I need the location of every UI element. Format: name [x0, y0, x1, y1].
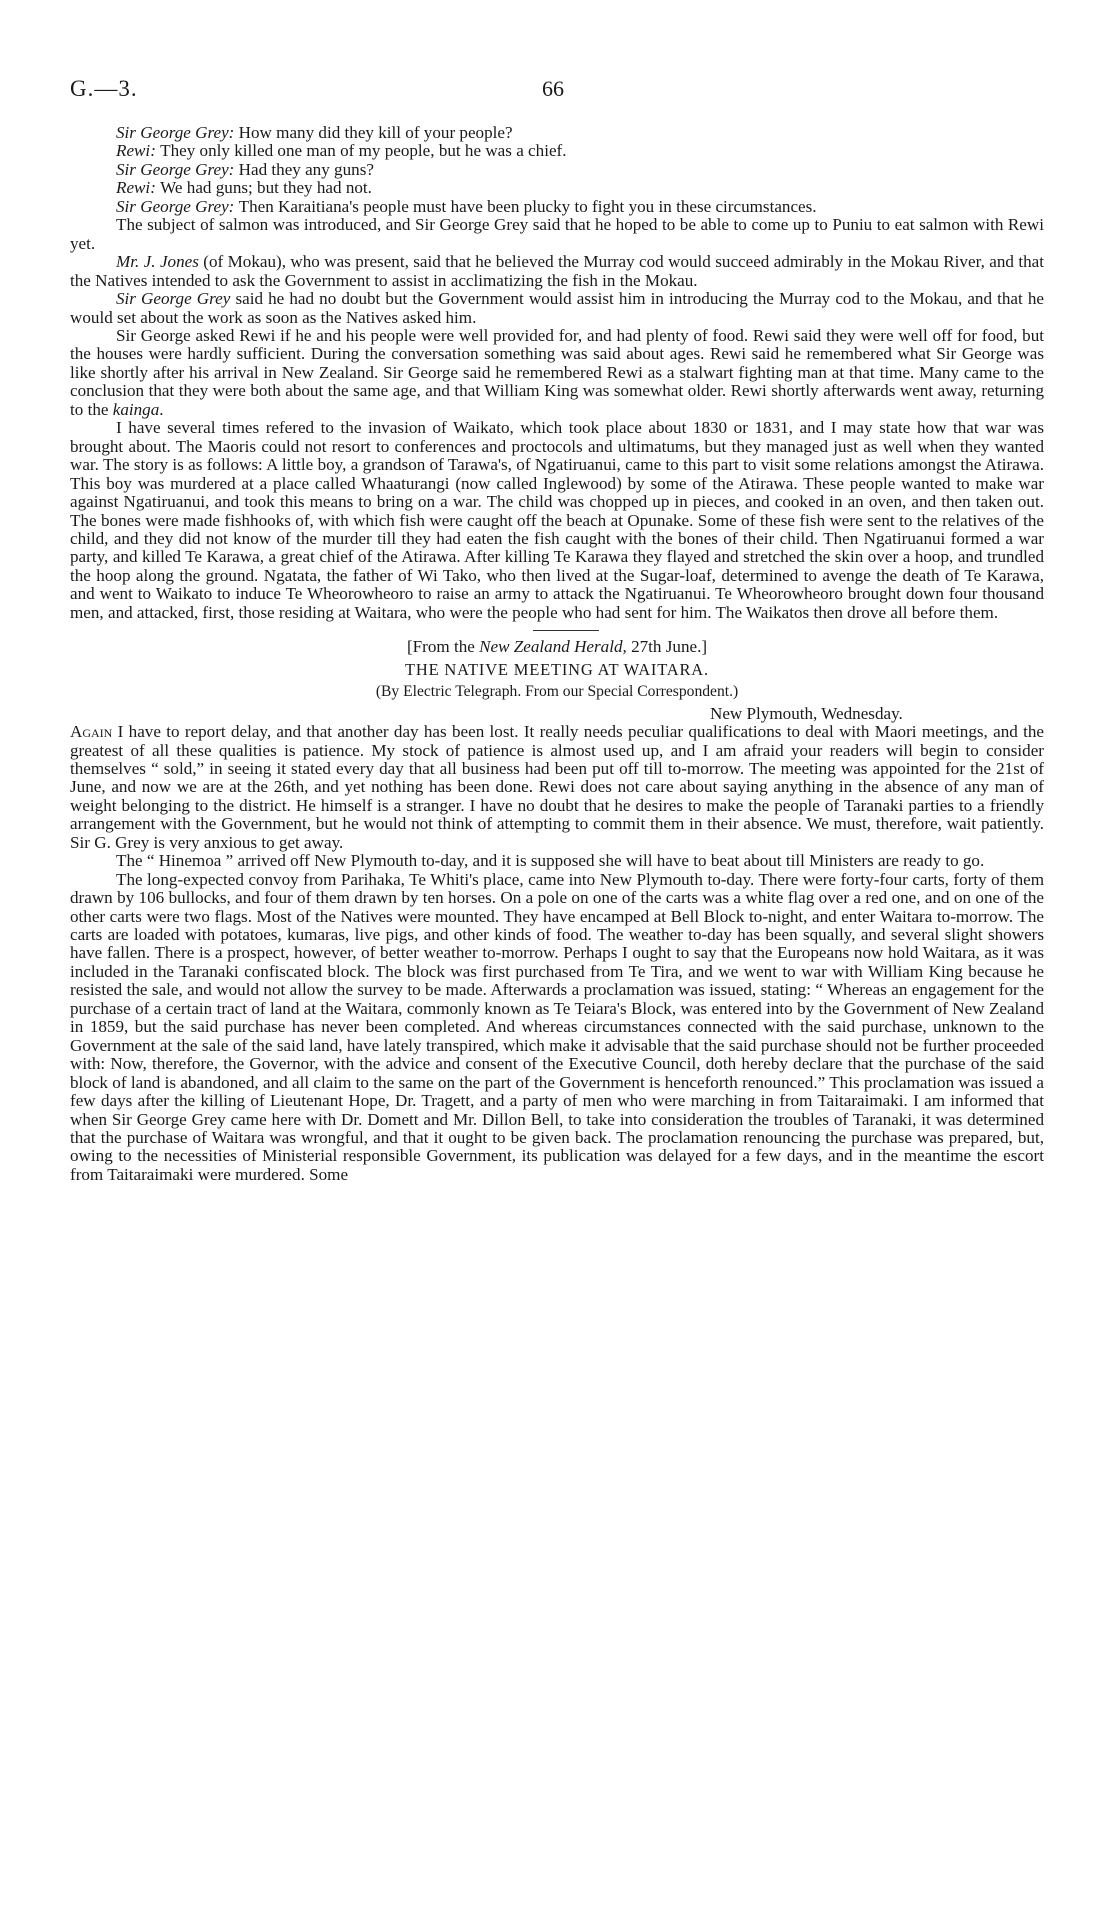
- speaker-name: Rewi: [116, 141, 151, 161]
- speaker-name: Rewi: [116, 178, 151, 198]
- article-paragraph: [70, 723, 1044, 852]
- page-number: 66: [542, 76, 564, 101]
- paragraph-waikato: I have several times refered to the invasion of Waikato, which took place about 1830 or 1831, and I may state how that war was brought about. The Maoris could not resort to conferences and proctocols and ultimatums, but they managed just as well when they wanted war. The story is as follows: A little boy, a grandson of Tarawa's, of Ngatiruanui, came to this part to visit some relations amongst the Atirawa. This boy was murdered at a place called Whaaturangi (now called Inglewood) by some of the Atirawa. These people wanted to make war against Ngatiruanui, and took this means to bring on a war. The child was chopped up in pieces, and cooked in an oven, and then taken out. The bones were made fishhooks of, with which fish were caught off the beach at Opunake. Some of these fish were sent to the relatives of the child, and they did not know of the murder till they had eaten the fish caught with the bones of their child. Then Ngatiruanui formed a war party, and killed Te Karawa, a great chief of the Atirawa. After killing Te Karawa they flayed and stretched the skin over a hoop, and trundled the hoop along the ground. Ngatata, the father of Wi Tako, who then lived at the Sugar-loaf, determined to avenge the death of Te Karawa, and went to Waikato to induce Te Wheorowheoro to raise an army to attack the Ngatiruanui. Te Wheorowheoro brought down four thousand men, and attacked, first, those residing at Waitara, who were the people who had sent for him. The Waikatos then drove all before them.: [70, 418, 1044, 622]
- speaker-name: Sir George Grey: [116, 123, 229, 142]
- article-source: [From the New Zealand Herald, 27th June.]: [406, 637, 708, 657]
- paragraph-text: I have to report delay, and that another day has been lost. It really needs peculiar qualifications to deal with Maori meetings, and the greatest of all these qualities is patience. My stock of patience is almost used up, and I am afraid your readers will begin to consider themselves “ sold,” in seeing it stated every day that all business had been put off till to-morrow. The meeting was appointed for the 21st of June, and now we are at the 26th, and yet nothing has been done. Rewi does not care about saying anything in the absence of any man of weight belonging to the district. He himself is a stranger. I have no doubt that he desires to make the people of Taranaki parties to a friendly arrangement with the Government, but he would not think of attempting to commit them in their absence. We must, therefore, wait patiently. Sir G. Grey is very anxious to get away.: [70, 722, 1044, 852]
- paragraph-salmon: The subject of salmon was introduced, and Sir George Grey said that he hoped to be able to come up to Puniu to eat salmon with Rewi yet.: [70, 215, 1044, 253]
- paragraph-grey: [70, 290, 1044, 327]
- speaker-name: Sir George Grey: [116, 159, 229, 179]
- article-byline: (By Electric Telegraph. From our Special Correspondent.): [375, 683, 739, 701]
- dialogue-text: We had guns; but they had not.: [160, 178, 372, 198]
- article-dateline: New Plymouth, Wednesday.: [710, 703, 903, 723]
- dialogue-line: Sir George Grey: How many did they kill of your people?: [116, 123, 513, 142]
- article-paragraph: The “ Hinemoa ” arrived off New Plymouth to-day, and it is supposed she will have to beat about till Ministers are ready to go.: [116, 851, 985, 871]
- section-divider: [533, 630, 599, 631]
- speaker-name: Mr. J. Jones: [116, 252, 199, 272]
- speaker-name: Sir George Grey: [116, 289, 231, 309]
- paragraph-ages: Sir George asked Rewi if he and his people were well provided for, and had plenty of food. Rewi said they were well off for food, but the houses were hardly sufficient. During the conversation something was said about ages. Rewi said he remembered what Sir George was like shortly after his arrival in New Zealand. Sir George said he remembered Rewi as a stalwart fighting man at that time. Many came to the conclusion that they were both about the same age, and that William King was somewhat older. Rewi shortly afterwards went away, returning to the kainga.: [70, 325, 1044, 419]
- paragraph-jones: [70, 253, 1044, 290]
- dialogue-line: Rewi: We had guns; but they had not.: [116, 178, 372, 198]
- paragraph-text: (of Mokau), who was present, said that he believed the Murray cod would succeed admirably in the Mokau River, and that the Natives intended to ask the Government to assist in acclimatizing the fish in the Mokau.: [70, 252, 1044, 290]
- page-body: [70, 124, 1044, 1184]
- paragraph-text: Sir George asked Rewi if he and his people were well provided for, and had plenty of food. Rewi said they were well off for food, but the houses were hardly sufficient. During the conversation something was said about ages. Rewi said he remembered what Sir George was like shortly after his arrival in New Zealand. Sir George said he remembered Rewi as a stalwart fighting man at that time. Many came to the conclusion that they were both about the same age, and that William King was somewhat older. Rewi shortly afterwards went away, returning to the: [70, 325, 1044, 419]
- opening-word: Again: [70, 722, 113, 742]
- dialogue-line: Rewi: They only killed one man of my people, but he was a chief.: [116, 141, 567, 161]
- article-paragraph: The long-expected convoy from Parihaka, Te Whiti's place, came into New Plymouth to-day. There were forty-four carts, forty of them drawn by 106 bullocks, and four of them drawn by ten horses. On a pole on one of the carts was a white flag over a red one, and on one of the other carts were two flags. Most of the Natives were mounted. They have encamped at Bell Block to-night, and enter Waitara to-morrow. The carts are loaded with potatoes, kumaras, live pigs, and other kinds of food. The weather to-day has been squally, and several slight showers have fallen. There is a prospect, however, of better weather to-morrow. Perhaps I ought to say that the Europeans now hold Waitara, as it was included in the Taranaki confiscated block. The block was first purchased from Te Tira, and we went to war with William King because he resisted the sale, and would not allow the survey to be made. Afterwards a proclamation was issued, stating: “ Whereas an engagement for the purchase of a certain tract of land at the Waitara, commonly known as Te Teiara's Block, was entered into by the Government of New Zealand in 1859, but the said purchase has never been completed. And whereas circumstances connected with the said purchase, unknown to the Government at the sale of the said land, have lately transpired, which make it advisable that the said purchase should not be further proceeded with: Now, therefore, the Governor, with the advice and consent of the Executive Council, doth hereby declare that the purchase of the said block of land is abandoned, and all claim to the same on the part of the Government is henceforth renounced.” This proclamation was issued a few days after the killing of Lieutenant Hope, Dr. Tragett, and a party of men who were marching in from Taitaraimaki. I am informed that when Sir George Grey came here with Dr. Domett and Mr. Dillon Bell, to take into consideration the troubles of Taranaki, it was determined that the purchase of Waitara was wrongful, and that it ought to be given back. The proclamation renouncing the purchase was prepared, but, owing to the necessities of Ministerial responsible Government, its publication was delayed for a few days, and in the meantime the escort from Taitaraimaki were murdered. Some: [70, 869, 1044, 1184]
- page-header: [70, 76, 1044, 108]
- italic-word: kainga: [112, 399, 160, 419]
- dialogue-text: How many did they kill of your people?: [238, 123, 513, 142]
- speaker-name: Sir George Grey: [116, 196, 229, 216]
- dialogue-text: Had they any guns?: [238, 159, 374, 179]
- dialogue-text: Then Karaitiana's people must have been plucky to fight you in these circumstances.: [238, 196, 817, 216]
- dialogue-line: Sir George Grey: Had they any guns?: [116, 159, 374, 179]
- newspaper-name: New Zealand Herald,: [479, 637, 627, 657]
- series-reference: G.—3.: [70, 76, 138, 101]
- paragraph-text: said he had no doubt but the Government would assist him in introducing the Murray cod to the Mokau, and that he would set about the work as soon as the Natives asked him.: [70, 289, 1044, 327]
- dialogue-line: Sir George Grey: Then Karaitiana's people must have been plucky to fight you in these circumstances.: [116, 196, 817, 216]
- article-title: THE NATIVE MEETING AT WAITARA.: [405, 659, 709, 679]
- dialogue-text: They only killed one man of my people, but he was a chief.: [160, 141, 567, 161]
